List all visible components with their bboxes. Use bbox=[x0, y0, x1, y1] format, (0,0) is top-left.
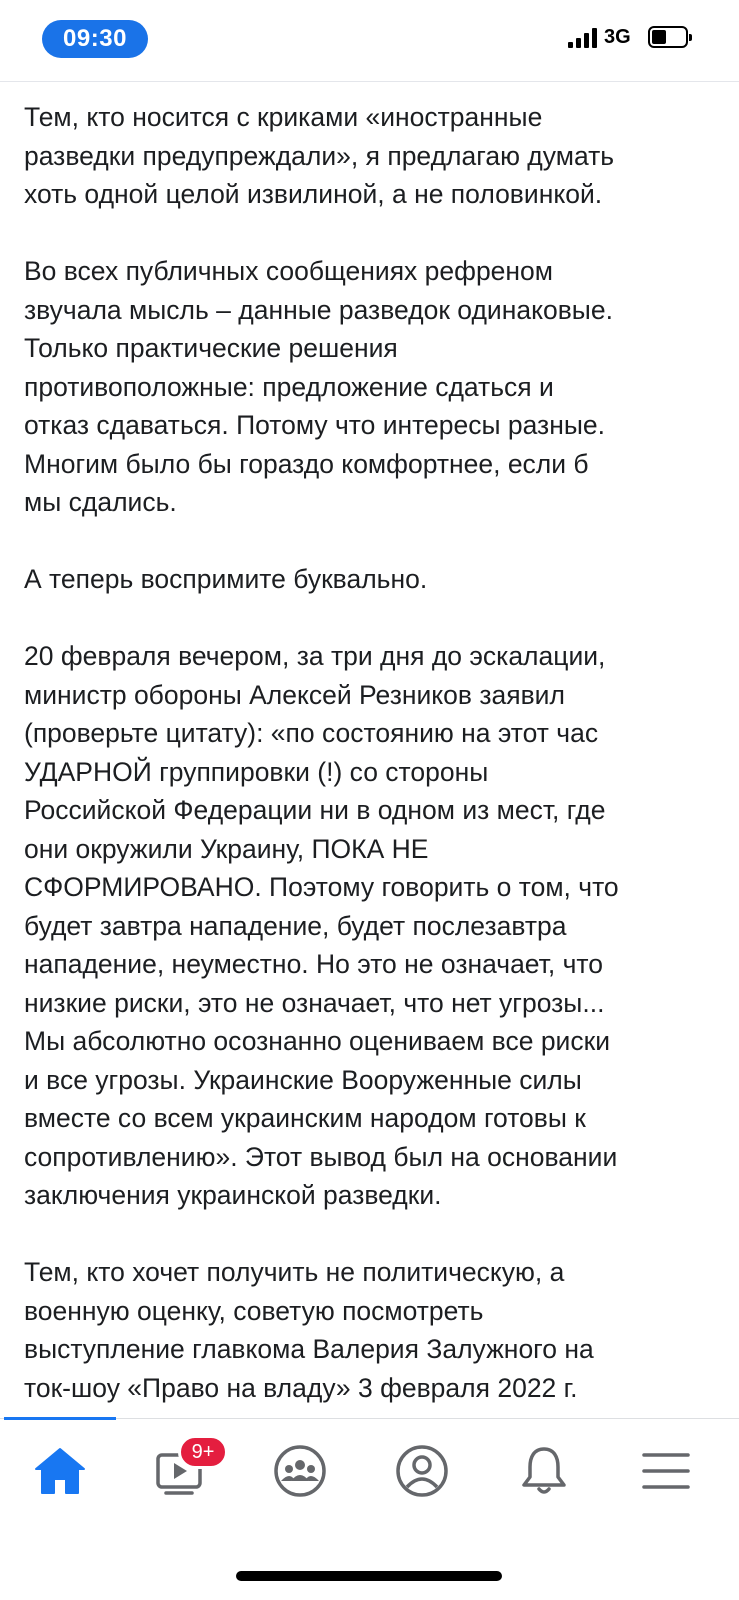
notification-badge: 9+ bbox=[178, 1435, 228, 1469]
nav-profile[interactable] bbox=[392, 1441, 452, 1501]
bell-icon bbox=[514, 1441, 574, 1501]
post-paragraph: А теперь воспримите буквально. bbox=[24, 564, 428, 594]
nav-notifications[interactable] bbox=[514, 1441, 574, 1501]
groups-icon bbox=[270, 1441, 330, 1501]
post-paragraph: 20 февраля вечером, за три дня до эскалации, министр обороны Алексей Резников заявил (проверьте цитату): «по состоянию на этот час УДАРНОЙ группировки (!) со стороны Российской Федерации ни в одном из мест, где они окружили Украину, ПОКА НЕ СФОРМИРОВАНО. Поэтому говорить о том, что будет завтра нападение, будет послезавтра нападение, неуместно. Но это не означает, что низкие риски, это не означает, что нет угрозы... Мы абсолютно осознанно оцениваем все риски и все угрозы. Украинские Вооруженные силы вместе со всем украинским народом готовы к сопротивлению». Этот вывод был на основании заключения украинской разведки. bbox=[24, 641, 619, 1210]
nav-menu[interactable] bbox=[636, 1441, 696, 1501]
status-bar bbox=[0, 0, 739, 82]
active-tab-indicator bbox=[4, 1417, 116, 1420]
nav-home[interactable] bbox=[30, 1441, 90, 1501]
post-body bbox=[24, 98, 714, 1446]
post-paragraph: Тем, кто хочет получить не политическую, а военную оценку, советую посмотреть выступление главкома Валерия Залужного на ток-шоу «Право на владу» 3 февраля 2022 г. bbox=[24, 1257, 594, 1403]
post-paragraph: Во всех публичных сообщениях рефреном звучала мысль – данные разведок одинаковые. Только практические решения противоположные: предложение сдаться и отказ сдаваться. Потому что интересы разные. Многим было бы гораздо комфортнее, если б мы сдались. bbox=[24, 256, 613, 517]
network-type: 3G bbox=[604, 26, 631, 48]
signal-icon bbox=[568, 28, 598, 48]
profile-icon bbox=[392, 1441, 452, 1501]
post-paragraph: Тем, кто носится с криками «иностранные разведки предупреждали», я предлагаю думать хоть одной целой извилиной, а не половинкой. bbox=[24, 102, 615, 209]
nav-video[interactable] bbox=[152, 1441, 215, 1501]
home-indicator[interactable] bbox=[236, 1571, 502, 1581]
status-time[interactable]: 09:30 bbox=[42, 20, 148, 58]
home-icon bbox=[30, 1441, 90, 1501]
battery-icon bbox=[648, 26, 688, 48]
menu-icon bbox=[636, 1441, 696, 1501]
bottom-nav bbox=[0, 1418, 739, 1538]
nav-groups[interactable] bbox=[270, 1441, 330, 1501]
